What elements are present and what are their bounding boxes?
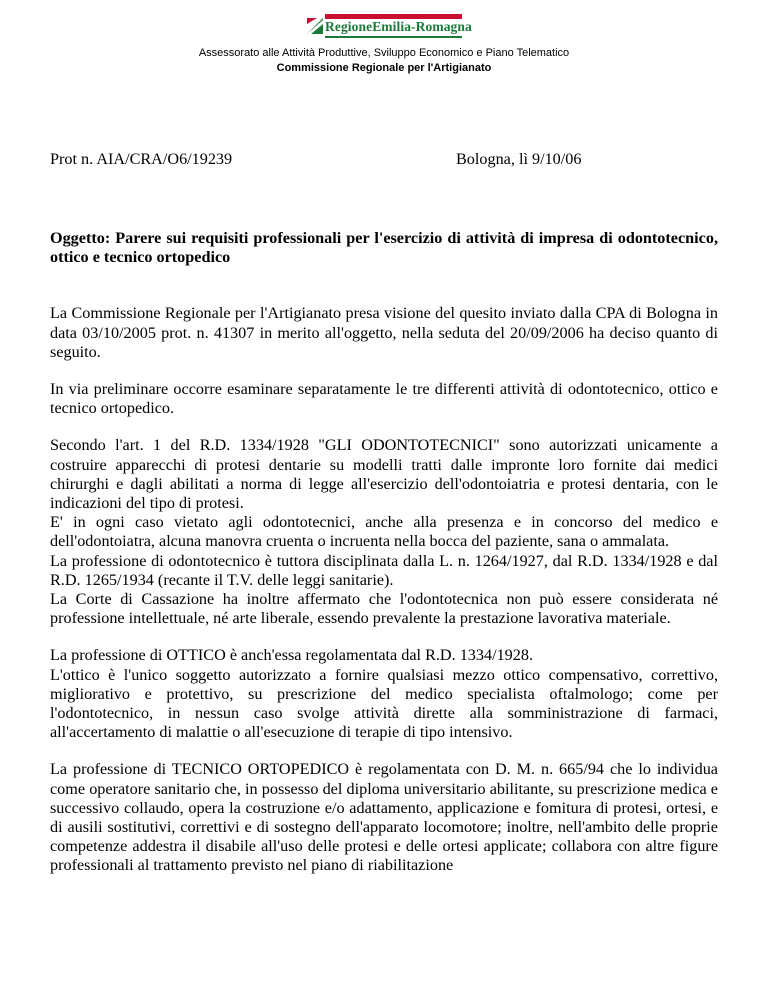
paragraph-preliminary: In via preliminare occorre esaminare separatamente le tre differenti attività di odontotecnico, ottico e tecnico ortopedico. <box>50 380 718 418</box>
subject-line: Oggetto: Parere sui requisiti professionali per l'esercizio di attività di impresa di odontotecnico, ottico e tecnico ortopedico <box>50 229 718 267</box>
paragraph-ottico-1: La professione di OTTICO è anch'essa regolamentata dal R.D. 1334/1928. <box>50 646 534 665</box>
letter-body <box>50 229 718 876</box>
region-emblem-icon <box>307 18 323 34</box>
paragraph-ottico-2: L'ottico è l'unico soggetto autorizzato a fornire qualsiasi mezzo ottico compensativo, correttivo, migliorativo e protettivo, su prescrizione del medico specialista oftalmologo; come per l'odontotecnico, in nessun caso svolge attività dirette alla somministrazione di farmaci, all'accertamento di malattie o all'esecuzione di terapie di tipo intensivo. <box>50 665 718 742</box>
paragraph-odontotecnici-2: E' in ogni caso vietato agli odontotecnici, anche alla presenza e in concorso del medico e dell'odontoiatra, alcuna manovra cruenta o incruenta nella bocca del paziente, sana o ammalata. <box>50 513 718 551</box>
commission-line: Commissione Regionale per l'Artigianato <box>276 62 492 74</box>
paragraph-intro: La Commissione Regionale per l'Artigianato presa visione del quesito inviato dalla CPA di Bologna in data 03/10/2005 prot. n. 41307 in merito all'oggetto, nella seduta del 20/09/2006 ha deciso quanto di seguito. <box>50 304 718 361</box>
place-and-date: Bologna, lì 9/10/06 <box>456 150 582 168</box>
paragraph-odontotecnici-4: La Corte di Cassazione ha inoltre affermato che l'odontotecnica non può essere considerata né professione intellettuale, né arte liberale, essendo prevalente la prestazione lavorativa materiale. <box>50 590 718 628</box>
protocol-number: Prot n. AIA/CRA/O6/19239 <box>50 150 233 168</box>
paragraph-odontotecnici-3: La professione di odontotecnico è tuttora disciplinata dalla L. n. 1264/1927, dal R.D. 1334/1928 e dal R.D. 1265/1934 (recante il T.V. delle leggi sanitarie). <box>50 551 718 589</box>
paragraph-tecnico-ortopedico: La professione di TECNICO ORTOPEDICO è regolamentata con D. M. n. 665/94 che lo individua come operatore sanitario che, in possesso del diploma universitario abilitante, su prescrizione medica e successivo collaudo, opera la costruzione e/o adattamento, applicazione e fomitura di protesi, ortesi, e di ausili sostitutivi, correttivi e di sostegno dell'apparato locomotore; inoltre, nell'ambito delle proprie competenze addestra il disabile all'uso delle protesi e delle ortesi applicate; collabora con altre figure professionali al trattamento previsto nel piano di riabilitazione <box>50 760 718 875</box>
paragraph-odontotecnici-1: Secondo l'art. 1 del R.D. 1334/1928 "GLI ODONTOTECNICI" sono autorizzati unicamente a costruire apparecchi di protesi dentarie su modelli tratti dalle impronte loro fornite dai medici chirurghi e dagli abilitati a norma di legge all'esercizio dell'odontoiatria e protesi dentaria, con le indicazioni del tipo di protesi. <box>50 436 718 513</box>
department-line: Assessorato alle Attività Produttive, Sviluppo Economico e Piano Telematico <box>198 47 570 59</box>
logo-text: RegioneEmilia-Romagna <box>325 19 472 34</box>
region-logo <box>307 14 472 42</box>
logo-green-rule <box>325 36 462 38</box>
